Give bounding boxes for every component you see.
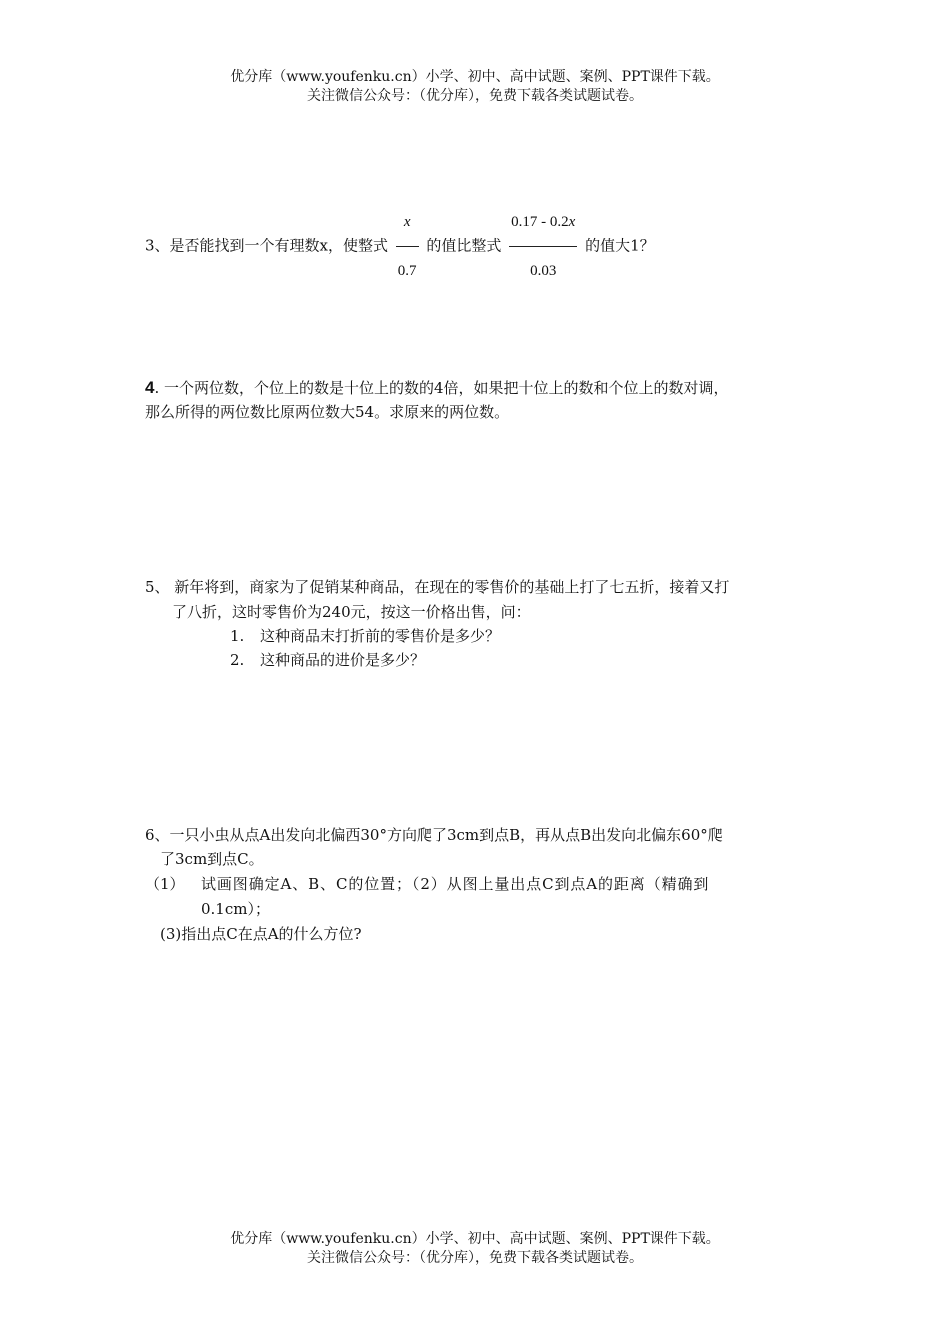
fraction-2-numerator-variable: x bbox=[568, 214, 576, 230]
question-6-part-1-continued: 0.1cm）； bbox=[201, 900, 270, 918]
footer-line-2: 关注微信公众号：（优分库），免费下载各类试题试卷。 bbox=[307, 1250, 643, 1266]
fraction-x-over-0.7 bbox=[396, 200, 419, 293]
question-5-item-2 bbox=[230, 648, 425, 673]
question-6-part-1 bbox=[145, 872, 709, 897]
question-4 bbox=[145, 376, 729, 424]
list-text: 这种商品末打折前的零售价是多少？ bbox=[260, 627, 501, 645]
fraction-2-denominator: 0.03 bbox=[509, 246, 577, 293]
part-1-label: （1） bbox=[145, 875, 185, 893]
list-number: 1. bbox=[230, 627, 245, 645]
question-3 bbox=[145, 200, 655, 293]
part-1-text: 试画图确定A、B、C的位置；（2）从图上量出点C到点A的距离（精确到 bbox=[201, 875, 710, 893]
question-6-line-2: 了3cm到点C。 bbox=[160, 850, 264, 868]
list-text: 这种商品的进价是多少？ bbox=[260, 651, 426, 669]
fraction-1-denominator: 0.7 bbox=[396, 246, 419, 293]
question-4-text-1: . 一个两位数，个位上的数是十位上的数的4倍，如果把十位上的数和个位上的数对调， bbox=[154, 379, 729, 397]
question-6-line-1: 6、一只小虫从点A出发向北偏西30°方向爬了3cm到点B，再从点B出发向北偏东60°爬 bbox=[145, 826, 723, 844]
question-6-part-3: (3)指出点C在点A的什么方位? bbox=[160, 925, 362, 943]
fraction-2-numerator-constant: 0.17 - 0.2 bbox=[511, 214, 569, 230]
question-3-prefix: 3、是否能找到一个有理数x，使整式 bbox=[145, 236, 389, 255]
question-4-number: 4 bbox=[145, 378, 155, 397]
question-3-middle: 的值比整式 bbox=[426, 236, 502, 255]
header-line-2: 关注微信公众号：（优分库），免费下载各类试题试卷。 bbox=[307, 88, 643, 104]
header-line-1: 优分库（www.youfenku.cn）小学、初中、高中试题、案例、PPT课件下载。 bbox=[230, 69, 720, 85]
footer-line-1: 优分库（www.youfenku.cn）小学、初中、高中试题、案例、PPT课件下载。 bbox=[230, 1231, 720, 1247]
question-3-suffix: 的值大1？ bbox=[585, 236, 655, 255]
question-4-line-2: 那么所得的两位数比原两位数大54。求原来的两位数。 bbox=[145, 403, 510, 421]
question-5-line-2: 了八折，这时零售价为240元，按这一价格出售，问： bbox=[172, 603, 531, 621]
fraction-2-numerator bbox=[509, 200, 577, 246]
list-number: 2. bbox=[230, 651, 245, 669]
question-5-line-1: 5、 新年将到，商家为了促销某种商品，在现在的零售价的基础上打了七五折，接着又打 bbox=[145, 578, 730, 596]
fraction-expression bbox=[509, 200, 577, 293]
fraction-1-numerator: x bbox=[403, 214, 411, 230]
question-5-item-1 bbox=[230, 624, 500, 649]
question-4-line-1 bbox=[145, 376, 729, 400]
